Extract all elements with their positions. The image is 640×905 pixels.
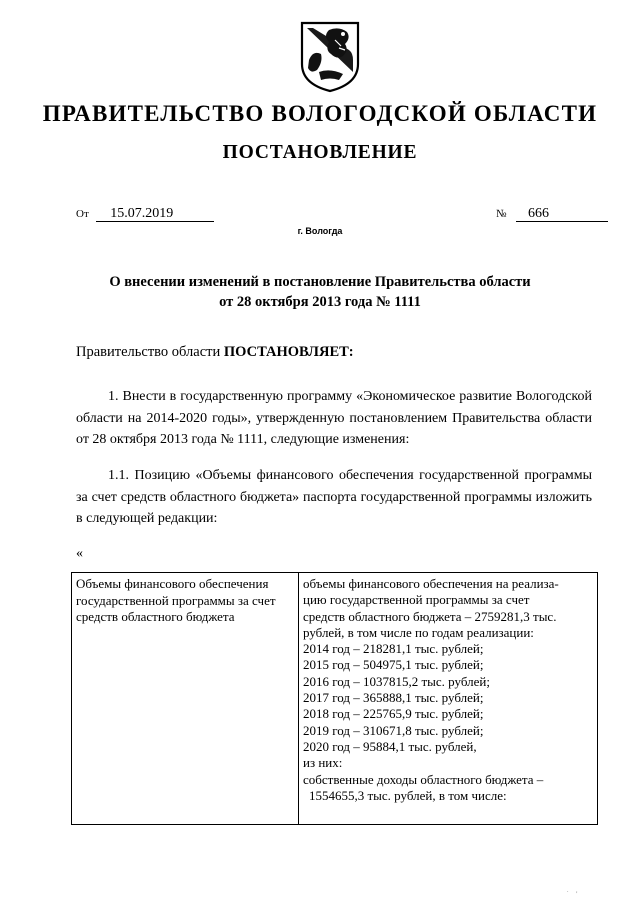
paragraph-1-1-text: 1.1. Позицию «Объемы финансового обеспечения государственной программы за счет средств областного бюджета» паспорта государственной программы изложить в следующей редакции: bbox=[76, 468, 592, 526]
document-subject bbox=[60, 272, 580, 312]
city-name: г. Вологда bbox=[297, 226, 343, 236]
number-value: 666 bbox=[516, 206, 608, 222]
table-line: 2014 год – 218281,1 тыс. рублей; bbox=[303, 641, 484, 657]
preamble-text: Правительство области bbox=[76, 344, 224, 360]
date-label: От bbox=[76, 208, 89, 220]
subject-line-1: О внесении изменений в постановление Правительства области bbox=[109, 274, 531, 290]
page-marks: . , bbox=[567, 888, 581, 894]
opening-quote: « bbox=[76, 546, 83, 561]
paragraph-1-1 bbox=[76, 465, 592, 530]
subject-line-2: от 28 октября 2013 года № 1111 bbox=[219, 294, 421, 310]
document-number bbox=[496, 206, 608, 222]
table-row bbox=[72, 573, 598, 825]
financing-table bbox=[71, 572, 598, 825]
table-line: объемы финансового обеспечения на реализа- bbox=[303, 576, 559, 591]
table-line: цию государственной программы за счет bbox=[303, 592, 530, 608]
document-type: ПОСТАНОВЛЕНИЕ bbox=[222, 142, 418, 163]
number-label: № bbox=[496, 208, 507, 220]
table-line: из них: bbox=[303, 755, 343, 771]
organization-title: ПРАВИТЕЛЬСТВО ВОЛОГОДСКОЙ ОБЛАСТИ bbox=[42, 101, 598, 126]
table-line: собственные доходы областного бюджета – bbox=[303, 771, 544, 787]
table-cell-label: Объемы финансового обеспечения государственной программы за счет средств областного бюджета bbox=[72, 573, 299, 825]
table-line: 2019 год – 310671,8 тыс. рублей; bbox=[303, 722, 484, 738]
table-line: 2020 год – 95884,1 тыс. рублей, bbox=[303, 738, 477, 754]
paragraph-1 bbox=[76, 386, 592, 451]
table-line: 2017 год – 365888,1 тыс. рублей; bbox=[303, 690, 484, 706]
table-line: рублей, в том числе по годам реализации: bbox=[303, 624, 534, 640]
document-date bbox=[76, 206, 214, 222]
table-cell-value bbox=[299, 573, 598, 825]
preamble-resolves: ПОСТАНОВЛЯЕТ: bbox=[223, 344, 354, 360]
table-line: средств областного бюджета – 2759281,3 тыс. bbox=[303, 608, 557, 624]
vologda-coat-of-arms-icon bbox=[299, 20, 361, 94]
table-line: 2016 год – 1037815,2 тыс. рублей; bbox=[303, 673, 490, 689]
paragraph-1-text: 1. Внести в государственную программу «Экономическое развитие Вологодской области на 2014-2020 годы», утвержденную постановлением Правительства области от 28 октября 2013 года № 1111, следующие изменения: bbox=[76, 389, 592, 447]
date-value: 15.07.2019 bbox=[96, 206, 214, 222]
table-line: 2018 год – 225765,9 тыс. рублей; bbox=[303, 706, 484, 722]
preamble bbox=[76, 344, 354, 361]
table-line: 2015 год – 504975,1 тыс. рублей; bbox=[303, 657, 484, 673]
table-line: 1554655,3 тыс. рублей, в том числе: bbox=[309, 787, 507, 803]
